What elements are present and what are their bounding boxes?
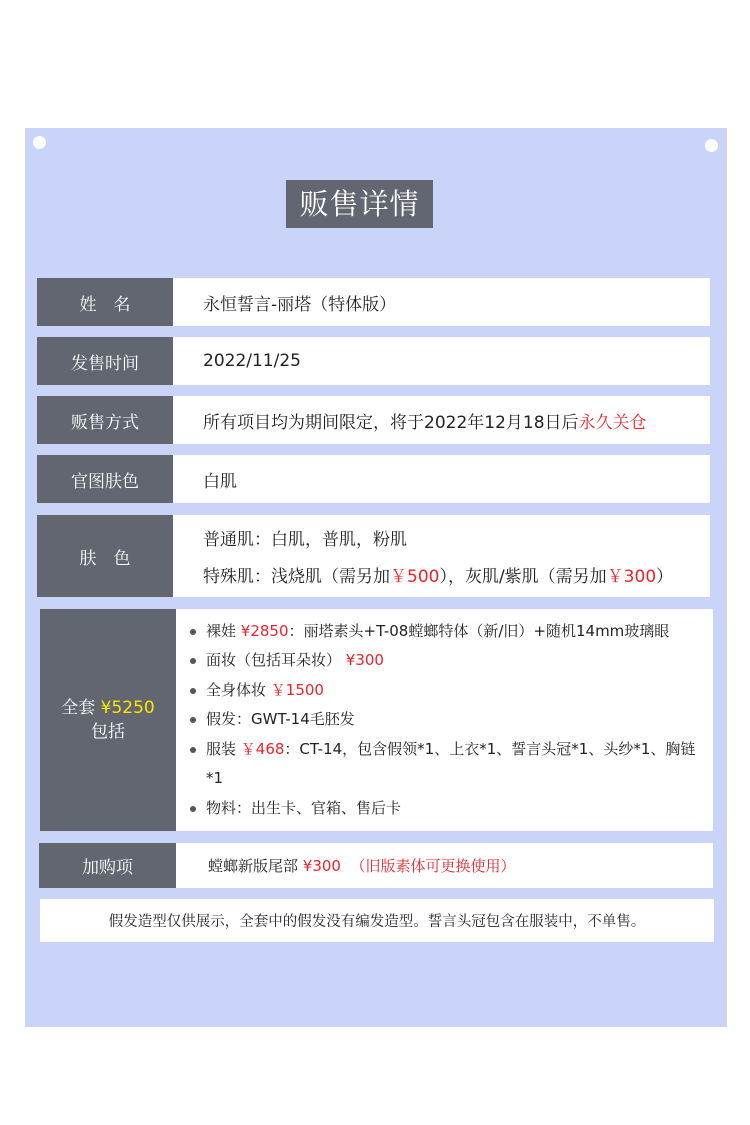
sale-method-highlight: 永久关仓	[578, 412, 647, 433]
list-item: 物料：出生卡、官箱、售后卡	[188, 794, 699, 824]
value-sale-method	[173, 396, 710, 444]
value-official-skin: 白肌	[173, 455, 710, 503]
list-item: 服装 ￥468：CT-14，包含假领*1、上衣*1、誓言头冠*1、头纱*1、胸链*1	[188, 735, 699, 794]
skin-special-text-c: ）	[656, 567, 674, 587]
full-set-price-line	[61, 696, 155, 720]
pin-dot-right	[705, 139, 718, 152]
list-item: 面妆（包括耳朵妆） ¥300	[188, 646, 699, 676]
value-addon	[176, 843, 713, 888]
label-skin-color: 肤 色	[37, 515, 173, 597]
skin-normal-line: 普通肌：白肌，普肌，粉肌	[203, 530, 407, 550]
full-set-list	[188, 617, 699, 824]
list-item: 裸娃 ¥2850：丽塔素头+T-08螳螂特体（新/旧）+随机14mm玻璃眼	[188, 617, 699, 647]
sale-method-text: 所有项目均为期间限定，将于2022年12月18日后	[203, 412, 579, 433]
full-set-prefix: 全套	[61, 698, 96, 718]
value-full-set	[176, 609, 713, 831]
skin-special-text-a: 特殊肌：浅烧肌（需另加	[203, 567, 390, 587]
skin-special-text-b: ），灰肌/紫肌（需另加	[439, 567, 607, 587]
list-item: 全身体妆 ￥1500	[188, 676, 699, 706]
skin-special-price-2: ￥300	[606, 567, 657, 587]
footer-note: 假发造型仅供展示，全套中的假发没有编发造型。誓言头冠包含在服装中，不单售。	[40, 899, 714, 942]
value-release-date: 2022/11/25	[173, 337, 710, 385]
addon-note: （旧版素体可更换使用）	[350, 857, 516, 875]
page-title: 贩售详情	[286, 180, 433, 228]
label-official-skin: 官图肤色	[37, 455, 173, 503]
label-addon: 加购项	[39, 843, 176, 888]
addon-name: 螳螂新版尾部	[208, 857, 299, 875]
label-sale-method: 贩售方式	[37, 396, 173, 444]
full-set-price: ¥5250	[100, 698, 155, 718]
skin-special-price-1: ￥500	[390, 567, 440, 587]
list-item: 假发：GWT-14毛胚发	[188, 705, 699, 735]
value-name: 永恒誓言-丽塔（特体版）	[173, 278, 710, 326]
value-skin-color	[173, 515, 710, 597]
label-release-date: 发售时间	[37, 337, 173, 385]
full-set-suffix: 包括	[91, 722, 125, 742]
label-full-set	[40, 609, 176, 831]
skin-special-line	[203, 562, 673, 587]
addon-price: ¥300	[302, 856, 341, 875]
pin-dot-left	[33, 136, 46, 149]
label-name: 姓 名	[37, 278, 173, 326]
